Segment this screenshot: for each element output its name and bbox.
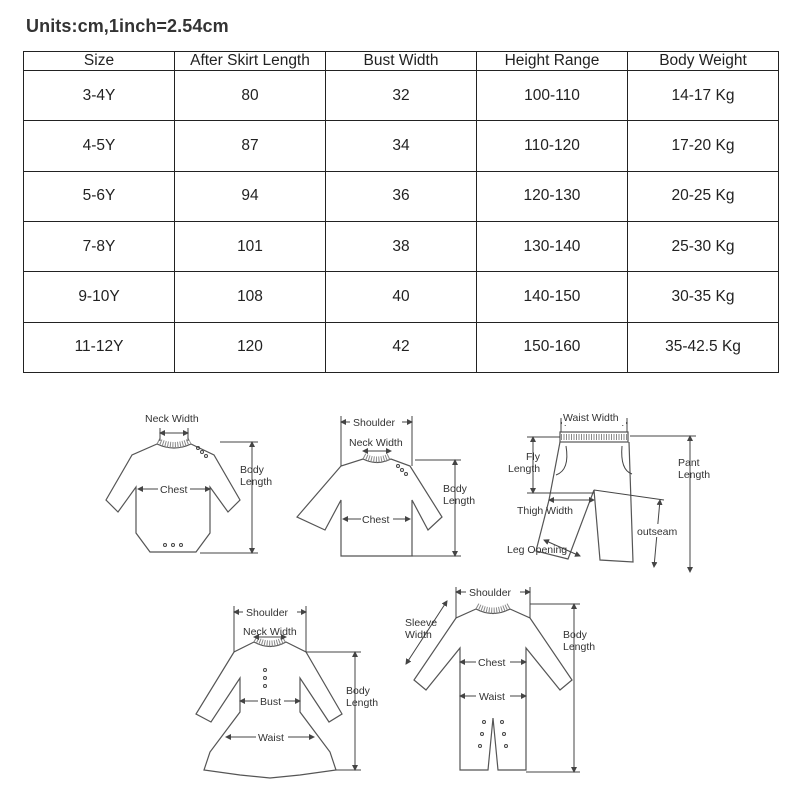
table-cell: 3-4Y xyxy=(24,71,175,121)
pants-pant-label: Pant xyxy=(678,457,700,469)
table-row xyxy=(24,272,779,322)
table-cell: 140-150 xyxy=(477,272,628,322)
pants-fly-length-label: Length xyxy=(508,463,541,475)
header-body-weight: Body Weight xyxy=(628,52,779,71)
table-cell: 150-160 xyxy=(477,322,628,372)
dress-neck-width-label: Neck Width xyxy=(243,626,297,638)
bodysuit-neck-width-label: Neck Width xyxy=(145,413,199,425)
table-cell: 40 xyxy=(326,272,477,322)
table-header-row xyxy=(24,52,779,71)
dress-waist-label: Waist xyxy=(258,732,284,744)
sweater-body-label: Body xyxy=(443,483,467,495)
dress-diagram xyxy=(196,605,378,778)
table-cell: 130-140 xyxy=(477,221,628,271)
table-cell: 36 xyxy=(326,171,477,221)
romper-sleeve-width-label: Width xyxy=(405,629,432,641)
table-cell: 17-20 Kg xyxy=(628,121,779,171)
table-row xyxy=(24,221,779,271)
pants-leg-opening-label: Leg Opening xyxy=(507,544,568,556)
dress-bust-label: Bust xyxy=(260,696,282,708)
measurement-diagrams xyxy=(0,380,800,800)
romper-diagram xyxy=(405,585,595,772)
romper-sleeve-label: Sleeve xyxy=(405,617,438,629)
units-note: Units:cm,1inch=2.54cm xyxy=(26,16,229,36)
table-cell: 120 xyxy=(175,322,326,372)
table-cell: 14-17 Kg xyxy=(628,71,779,121)
table-cell: 11-12Y xyxy=(24,322,175,372)
table-cell: 5-6Y xyxy=(24,171,175,221)
romper-shoulder-label: Shoulder xyxy=(469,587,512,599)
table-row xyxy=(24,322,779,372)
sweater-chest-label: Chest xyxy=(362,514,390,526)
table-cell: 108 xyxy=(175,272,326,322)
romper-body-label: Body xyxy=(563,629,587,641)
sweater-diagram xyxy=(297,415,475,556)
pants-pant-length-label: Length xyxy=(678,469,711,481)
header-size: Size xyxy=(24,52,175,71)
sweater-shoulder-label: Shoulder xyxy=(353,417,396,429)
dress-body-label: Body xyxy=(346,685,370,697)
table-row xyxy=(24,171,779,221)
dress-length-label: Length xyxy=(346,697,379,709)
table-cell: 20-25 Kg xyxy=(628,171,779,221)
romper-chest-label: Chest xyxy=(478,657,506,669)
bodysuit-body-label: Body xyxy=(240,464,264,476)
table-row xyxy=(24,121,779,171)
table-cell: 34 xyxy=(326,121,477,171)
table-cell: 94 xyxy=(175,171,326,221)
header-height-range: Height Range xyxy=(477,52,628,71)
table-cell: 9-10Y xyxy=(24,272,175,322)
pants-fly-label: Fly xyxy=(526,451,540,463)
table-cell: 87 xyxy=(175,121,326,171)
table-cell: 80 xyxy=(175,71,326,121)
table-cell: 35-42.5 Kg xyxy=(628,322,779,372)
romper-length-label: Length xyxy=(563,641,596,653)
table-cell: 7-8Y xyxy=(24,221,175,271)
romper-waist-label: Waist xyxy=(479,691,505,703)
header-after-skirt-length: After Skirt Length xyxy=(175,52,326,71)
table-cell: 110-120 xyxy=(477,121,628,171)
table-cell: 101 xyxy=(175,221,326,271)
header-bust-width: Bust Width xyxy=(326,52,477,71)
size-chart-table xyxy=(23,51,779,373)
bodysuit-chest-label: Chest xyxy=(160,484,188,496)
table-cell: 25-30 Kg xyxy=(628,221,779,271)
table-cell: 4-5Y xyxy=(24,121,175,171)
sweater-length-label: Length xyxy=(443,495,476,507)
table-cell: 38 xyxy=(326,221,477,271)
table-cell: 42 xyxy=(326,322,477,372)
table-row xyxy=(24,71,779,121)
sweater-neck-width-label: Neck Width xyxy=(349,437,403,449)
pants-waist-width-label: Waist Width xyxy=(563,412,619,424)
table-cell: 120-130 xyxy=(477,171,628,221)
dress-shoulder-label: Shoulder xyxy=(246,607,289,619)
pants-diagram xyxy=(507,412,710,572)
bodysuit-length-label: Length xyxy=(240,476,273,488)
bodysuit-diagram xyxy=(106,413,272,553)
pants-outseam-label: outseam xyxy=(637,526,678,538)
table-cell: 30-35 Kg xyxy=(628,272,779,322)
table-cell: 100-110 xyxy=(477,71,628,121)
pants-thigh-width-label: Thigh Width xyxy=(517,505,574,517)
table-cell: 32 xyxy=(326,71,477,121)
